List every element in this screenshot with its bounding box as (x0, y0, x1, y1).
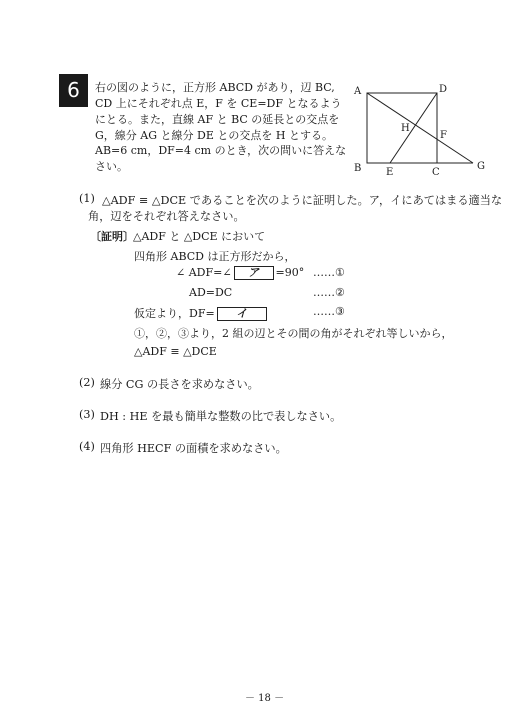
label-d: D (439, 84, 448, 95)
q4-text: 四角形 HECF の面積を求めなさい。 (100, 442, 287, 455)
segment-de (390, 93, 437, 163)
label-c: C (432, 167, 440, 178)
answer-box-i[interactable]: イ (217, 307, 267, 321)
problem-number-badge: 6 (59, 74, 88, 107)
proof-mark-2: ……② (313, 286, 345, 299)
label-h: H (401, 123, 410, 134)
q1-line-2: 角，辺をそれぞれ答えなさい。 (88, 210, 245, 223)
q4-number: (4) (79, 440, 95, 453)
proof-line-3-post: =90° (275, 266, 305, 279)
intro-line-3: にとる。また，直線 AF と BC の延長との交点を (95, 113, 340, 126)
intro-line-2: CD 上にそれぞれ点 E，F を CE=DF となるよう (95, 97, 342, 110)
proof-line-5-pre: 仮定より，DF= (134, 307, 215, 320)
intro-line-6: さい。 (95, 160, 128, 173)
q2-text: 線分 CG の長さを求めなさい。 (100, 378, 259, 391)
label-e: E (386, 167, 394, 178)
proof-mark-1: ……① (313, 266, 345, 279)
label-f: F (440, 130, 447, 141)
label-a: A (354, 86, 362, 97)
proof-label: 〔証明〕 (90, 230, 134, 243)
q3-text: DH : HE を最も簡単な整数の比で表しなさい。 (100, 410, 342, 423)
square-abcd-figure (345, 80, 495, 180)
proof-line-2: 四角形 ABCD は正方形だから， (134, 250, 296, 263)
proof-line-5 (134, 305, 269, 321)
intro-line-5: AB=6 cm，DF=4 cm のとき，次の問いに答えな (95, 144, 347, 157)
page-number: － 18 － (245, 693, 285, 704)
proof-line-4: AD=DC (189, 286, 233, 299)
line-ag (367, 93, 473, 163)
q1-line-1: △ADF ≡ △DCE であることを次のように証明した。ア，イにあてはまる適当な (102, 194, 503, 207)
label-g: G (477, 161, 485, 172)
q2-number: (2) (79, 376, 95, 389)
intro-line-1: 右の図のように，正方形 ABCD があり，辺 BC, (95, 81, 335, 94)
proof-line-3 (176, 266, 304, 280)
proof-line-1: △ADF と △DCE において (133, 230, 266, 243)
proof-mark-3: ……③ (313, 305, 345, 318)
label-b: B (354, 163, 362, 174)
q1-number: (1) (79, 192, 95, 205)
proof-line-6: ①，②，③より，2 組の辺とその間の角がそれぞれ等しいから， (134, 327, 453, 340)
answer-box-a[interactable]: ア (234, 266, 274, 280)
proof-line-7: △ADF ≡ △DCE (134, 345, 217, 358)
intro-line-4: G，線分 AG と線分 DE との交点を H とする。 (95, 129, 333, 142)
proof-line-3-pre: ∠ ADF=∠ (176, 266, 232, 279)
q3-number: (3) (79, 408, 95, 421)
